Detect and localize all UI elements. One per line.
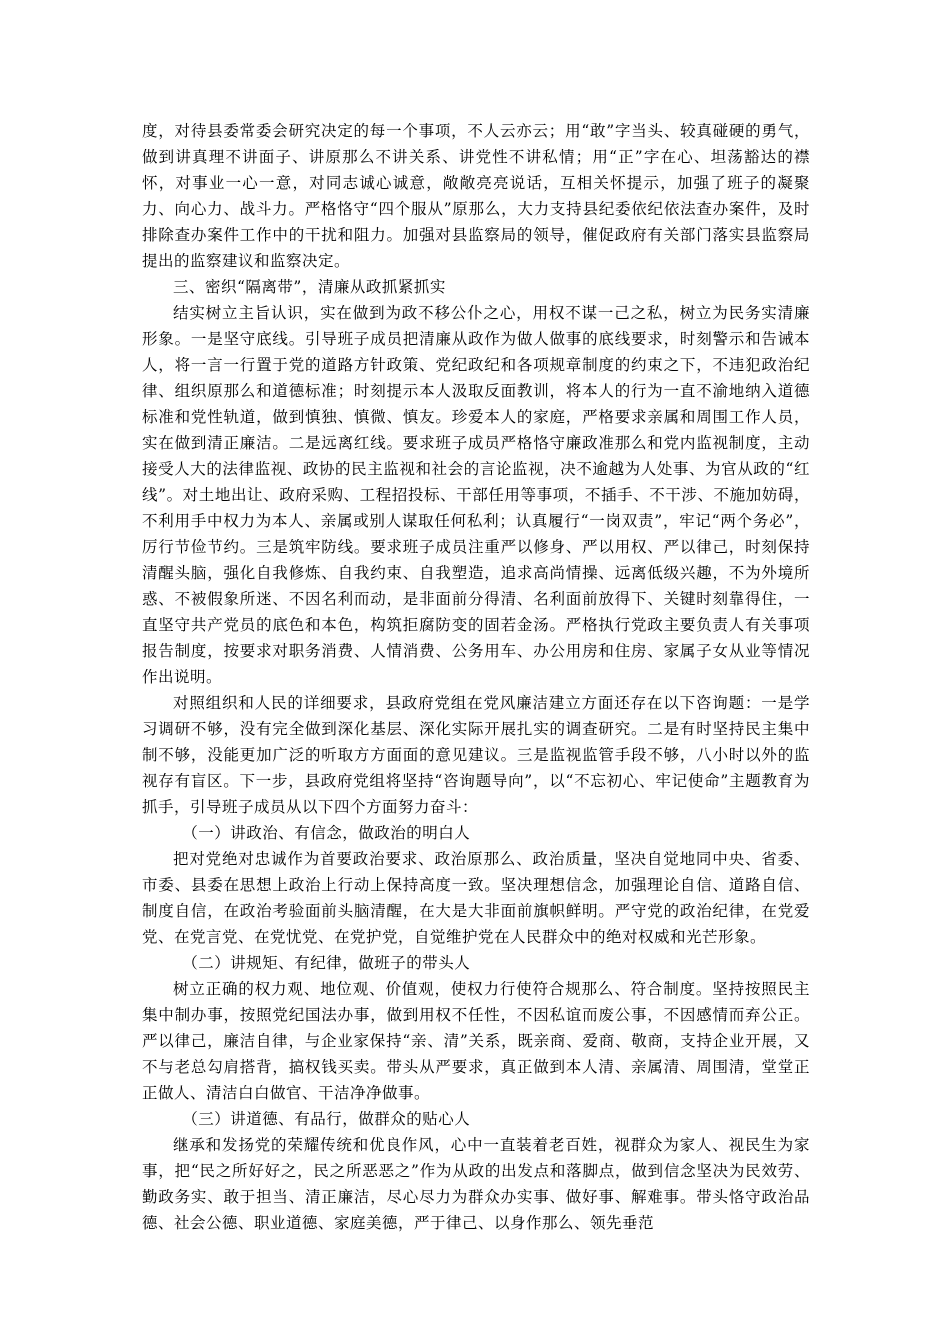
paragraph-morality: 继承和发扬党的荣耀传统和优良作风，心中一直装着老百姓，视群众为家人、视民生为家事，把“民之所好好之，民之所恶恶之”作为从政的出发点和落脚点，做到信念坚决为民效劳、勤政务实、敢于担当、清正廉洁，尽心尽力为群众办实事、做好事、解难事。带头恪守政治品德、社会公德、职业道德、家庭美德，严于律己、以身作那么、领先垂范 <box>142 1136 810 1232</box>
paragraph-politics: 把对党绝对忠诚作为首要政治要求、政治原那么、政治质量，坚决自觉地同中央、省委、市委、县委在思想上政治上行动上保持高度一致。坚决理想信念，加强理论自信、道路自信、制度自信，在政治考验面前头脑清醒，在大是大非面前旗帜鲜明。严守党的政治纪律，在党爱党、在党言党、在党忧党、在党护党，自觉维护党在人民群众中的绝对权威和光芒形象。 <box>142 850 810 946</box>
subheading-2: （二）讲规矩、有纪律，做班子的带头人 <box>182 954 471 972</box>
subheading-3: （三）讲道德、有品行，做群众的贴心人 <box>182 1110 471 1128</box>
paragraph-rules: 树立正确的权力观、地位观、价值观，使权力行使符合规那么、符合制度。坚持按照民主集中制办事，按照党纪国法办事，做到用权不任性，不因私谊而废公事，不因感情而弃公正。严以律己，廉洁自律，与企业家保持“亲、清”关系，既亲商、爱商、敬商，支持企业开展，又不与老总勾肩搭背，搞权钱买卖。带头从严要求，真正做到本人清、亲属清、周围清，堂堂正正做人、清洁白白做官、干洁净净做事。 <box>142 980 810 1102</box>
paragraph-problems-and-plan: 对照组织和人民的详细要求，县政府党组在党风廉洁建立方面还存在以下咨询题：一是学习调研不够，没有完全做到深化基层、深化实际开展扎实的调查研究。二是有时坚持民主集中制不够，没能更加广泛的听取方方面面的意见建议。三是监视监管手段不够，八小时以外的监视存有盲区。下一步，县政府党组将坚持“咨询题导向”，以“不忘初心、牢记使命”主题教育为抓手，引导班子成员从以下四个方面努力奋斗： <box>142 694 810 816</box>
paragraph-clean-governance: 结实树立主旨认识，实在做到为政不移公仆之心，用权不谋一己之私，树立为民务实清廉形象。一是坚守底线。引导班子成员把清廉从政作为做人做事的底线要求，时刻警示和告诫本人，将一言一行置于党的道路方针政策、党纪政纪和各项规章制度的约束之下，不违犯政治纪律、组织原那么和道德标准；时刻提示本人汲取反面教训，将本人的行为一直不渝地纳入道德标准和党性轨道，做到慎独、慎微、慎友。珍爱本人的家庭，严格要求亲属和周围工作人员，实在做到清正廉洁。二是远离红线。要求班子成员严格恪守廉政准那么和党内监视制度，主动接受人大的法律监视、政协的民主监视和社会的言论监视，决不逾越为人处事、为官从政的“红线”。对土地出让、政府采购、工程招投标、干部任用等事项，不插手、不干涉、不施加妨碍，不利用手中权力为本人、亲属或别人谋取任何私利；认真履行“一岗双责”，牢记“两个务必”，厉行节俭节约。三是筑牢防线。要求班子成员注重严以修身、严以用权、严以律己，时刻保持清醒头脑，强化自我修炼、自我约束、自我塑造，追求高尚情操、远离低级兴趣，不为外境所惑、不被假象所迷、不因名利而动，是非面前分得清、名利面前放得下、关键时刻靠得住，一直坚守共产党员的底色和本色，构筑拒腐防变的固若金汤。严格执行党政主要负责人有关事项报告制度，按要求对职务消费、人情消费、公务用车、办公用房和住房、家属子女从业等情况作出说明。 <box>142 304 810 686</box>
paragraph-continuation: 度，对待县委常委会研究决定的每一个事项，不人云亦云；用“敢”字当头、较真碰硬的勇气，做到讲真理不讲面子、讲原那么不讲关系、讲党性不讲私情；用“正”字在心、坦荡豁达的襟怀，对事业一心一意，对同志诚心诚意，敞敞亮亮说话，互相关怀提示，加强了班子的凝聚力、向心力、战斗力。严格恪守“四个服从”原那么，大力支持县纪委依纪依法查办案件，及时排除查办案件工作中的干扰和阻力。加强对县监察局的领导，催促政府有关部门落实县监察局提出的监察建议和监察决定。 <box>142 122 810 270</box>
section-heading-3: 三、密织“隔离带”，清廉从政抓紧抓实 <box>173 278 446 296</box>
document-page <box>142 118 810 1236</box>
subheading-1: （一）讲政治、有信念，做政治的明白人 <box>182 824 471 842</box>
